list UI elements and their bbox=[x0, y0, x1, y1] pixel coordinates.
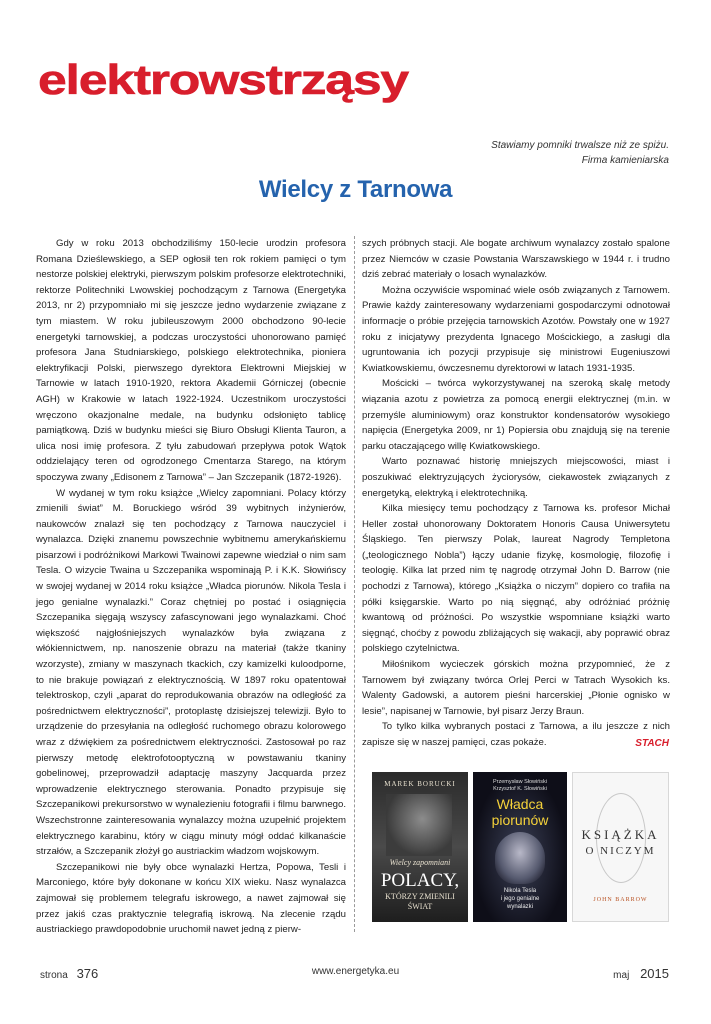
portrait-image bbox=[495, 832, 545, 884]
logo bbox=[38, 54, 418, 114]
page-label: strona bbox=[40, 970, 68, 981]
paragraph: To tylko kilka wybranych postaci z Tarnowa, a ilu jeszcze z nich zapisze się w naszej pamięci, czas pokaże. bbox=[362, 721, 670, 748]
book-subtitle: i jego genialne bbox=[500, 896, 540, 902]
logo-text: elektrowstrząsy bbox=[38, 56, 411, 103]
book-subtitle: Nikola Tesla bbox=[503, 888, 537, 894]
paragraph: W wydanej w tym roku książce „Wielcy zapomniani. Polacy którzy zmienili świat” M. Boruckiego wśród 39 wybitnych inżynierów, naukowców znalazł się ten pochodzący z Tarnowa nauczyciel i wynalazca. Dzięki znanemu powszechnie wybitnemu amerykańskiemu pisarzowi i podróżnikowi Markowi Twainowi zapewne wiedział o nim sam Tesla. O wizycie Twaina u Szczepanika wspominają P. i K.K. Słowińscy w swojej wydanej w 2014 roku książce „Władca piorunów. Nikola Tesla i jego genialne wynalazki.” Coraz chętniej po postać i osiągnięcia Szczepanika sięgają wszyscy zafascynowani jego wynalazkami. Choć większość najgłośniejszych wynalazków była związana z włókiennictwem, np. nanoszenie obrazu na materiał (także tkaniny wzorzyste), zmiany w maszynach tkackich, czy kamizelki kuloodporne, to nie brakuje powiązań z elektrycznością. W 1897 roku opatentował telektroskop, czyli „aparat do reprodukowania obrazów na odległość za pośrednictwem elektryczności”, protoplastę dzisiejszej telewizji. Było to urządzenie do przesyłania na odległość ruchomego obrazu kolorowego wraz z dźwiękiem za pośrednictwem elektryczności. Zastosował po raz pierwszy metodę elektrofotooptyczną w powstawaniu tkaniny gobelinowej, przeprowadził adaptację maszyny Jacquarda przez wprowadzenie elektrycznego sterowania. Ponadto przypisuje się Szczepanikowi prekursorstwo w wynalezieniu fotografii i filmu barwnego. Wszechstronne zainteresowania wynalazcy można uzupełnić projektem elektrycznego karabinu, który w ciągu minuty mógł oddać kilkanaście strzałów, a Szczepanik złożył go austriackim władzom wojskowym. bbox=[36, 487, 346, 858]
paragraph: Mościcki – twórca wykorzystywanej na szeroką skalę metody wiązania azotu z powietrza za pomocą energii elektrycznej (m.in. w przemyśle aluminiowym) oraz konstruktor kondensatorów wysokiego napięcia (Energetyka 2009, nr 1) Popiersia obu znajdują się na terenie parku otaczającego willę Kwiatkowskiego. bbox=[362, 378, 670, 452]
paragraph: Warto poznawać historię mniejszych miejscowości, miast i poszukiwać elektryzujących życiorysów, ciekawostek związanych z energetyką, elektryką i elektrotechniką. bbox=[362, 456, 670, 499]
book-cover-polacy bbox=[372, 772, 468, 922]
left-column bbox=[36, 236, 346, 938]
paragraph: szych próbnych stacji. Ale bogate archiwum wynalazcy zostało spalone przez Niemców w czasie Powstania Warszawskiego w 1944 r. i trudno dziś zebrać materiały o losach wynalazków. bbox=[362, 238, 670, 281]
book-title: O NICZYM bbox=[585, 845, 656, 857]
epigraph-source: Firma kamieniarska bbox=[581, 155, 669, 166]
portrait-image bbox=[386, 794, 452, 856]
book-title-sub1: KTÓRZY ZMIENILI bbox=[385, 892, 455, 901]
book-author: JOHN BARROW bbox=[593, 897, 648, 903]
book-author: Krzysztof K. Słowiński bbox=[493, 786, 547, 792]
book-series: Wielcy zapomniani bbox=[389, 858, 451, 867]
book-author: MAREK BORUCKI bbox=[384, 780, 456, 788]
article-title: Wielcy z Tarnowa bbox=[258, 176, 453, 203]
paragraph: Kilka miesięcy temu pochodzący z Tarnowa ks. profesor Michał Heller został uhonorowany Doktoratem Honoris Causa Uniwersytetu Śląskiego. Ten pierwszy Polak, laureat Nagrody Templetona („teologicznego Nobla”) łączy udanie fizykę, kosmologię, filozofię i teologię. Kilka lat przed nim tę nagrodę otrzymał John D. Barrow (nie pochodzi z Tarnowa), którego „Książka o niczym” dopiero co trafiła na półki księgarskie. Warto po nią sięgnąć, aby odróżniać próżnię kwantową od próżności. Po wszystkie wspomniane książki warto sięgnąć, choćby z powodu zbliżających się wakacji, aby poprawić obraz polskiego czytelnictwa. bbox=[362, 503, 670, 655]
book-subtitle: wynalazki bbox=[506, 904, 533, 910]
epigraph-quote: Stawiamy pomniki trwalsze niż ze spiżu. bbox=[491, 140, 669, 151]
footer-website: www.energetyka.eu bbox=[311, 966, 400, 977]
footer-date bbox=[613, 966, 669, 981]
book-cover-ksiazka bbox=[572, 772, 669, 922]
paragraph: Miłośnikom wycieczek górskich można przypomnieć, że z Tarnowem był związany twórca Orlej Perci w Tatrach Wysokich ks. Walenty Gadowski, a autorem pieśni harcerskiej „Płonie ognisko w lesie”, napisanej w Tarnowie, był pisarz Jerzy Braun. bbox=[362, 659, 670, 717]
right-column bbox=[362, 236, 670, 751]
author-signature: STACH bbox=[635, 738, 669, 749]
column-divider bbox=[354, 236, 355, 932]
book-title: Władca bbox=[496, 796, 544, 812]
epigraph bbox=[491, 138, 669, 168]
issue-year: 2015 bbox=[640, 966, 669, 981]
paragraph: Można oczywiście wspominać wiele osób związanych z Tarnowem. Prawie każdy zainteresowany wydarzeniami gospodarczymi odnotował informacje o próbie przejęcia tarnowskich Azotów. Powstały one w 1927 roku z inicjatywy prezydenta Ignacego Mościckiego, a zasługi dla ugruntowania ich pozycji przypisuje się ministrowi Eugeniuszowi Kwiatkowskiemu, ówczesnemu dyrektorowi w latach 1931-1935. bbox=[362, 284, 670, 374]
book-title-sub2: ŚWIAT bbox=[407, 902, 433, 911]
page-number: 376 bbox=[76, 966, 99, 981]
book-title: KSIĄŻKA bbox=[581, 827, 660, 842]
book-title: piorunów bbox=[491, 812, 549, 828]
paragraph: Gdy w roku 2013 obchodziliśmy 150-lecie urodzin profesora Romana Dzieślewskiego, a SEP ogłosił ten rok rokiem pamięci o tym nestorze polskiej elektryki, pierwszym polskim profesorze elektrotechniki, rektorze Politechniki Lwowskiej pochodzącym z Tarnowa (Energetyka 2013, nr 2) przypomniało mi się jeszcze jedno wydarzenie związane z tym miastem. W roku jubileuszowym 2000 obchodzono 90-lecie energetyki tarnowskiej, a podczas uroczystości uhonorowano pamięć profesora Jana Studniarskiego, polskiego elektrotechnika, pioniera elektryfikacji Polski, pierwszego dyrektora Elektrowni Miejskiej w Tarnowie w latach 1910-1920, rektora Akademii Górniczej (obecnie AGH) w Krakowie w latach 1922-1924. Uczestnikom uroczystości wręczono okazjonalne medale, na budynku odsłonięto tablicę pamiątkową. Dziś w budynku mieści się Biuro Obsługi Klienta Tauron, a ulica nosi imię profesora. Z tyłu zabudowań przepływa potok Wątok oddzielający teren od ogrodzonego Cmentarza Starego, na którym spoczywa zwany „Edisonem z Tarnowa” – Jan Szczepanik (1872-1926). bbox=[36, 238, 346, 483]
book-cover-wladca bbox=[473, 772, 567, 922]
issue-month: maj bbox=[613, 970, 630, 981]
book-author: Przemysław Słowiński bbox=[492, 779, 548, 785]
book-title-main: POLACY, bbox=[380, 870, 460, 891]
paragraph: Szczepanikowi nie były obce wynalazki Hertza, Popowa, Tesli i Marconiego, które były dokonane w końcu XIX wieku. Nasz wynalazca zajmował się problemem telegrafu iskrowego, a nawet zajmował się przez jakiś czas praktycznie telegrafią iskrową. Na zlecenie rządu austriackiego prawdopodobnie uruchomił nawet jedną z pierw- bbox=[36, 861, 346, 936]
